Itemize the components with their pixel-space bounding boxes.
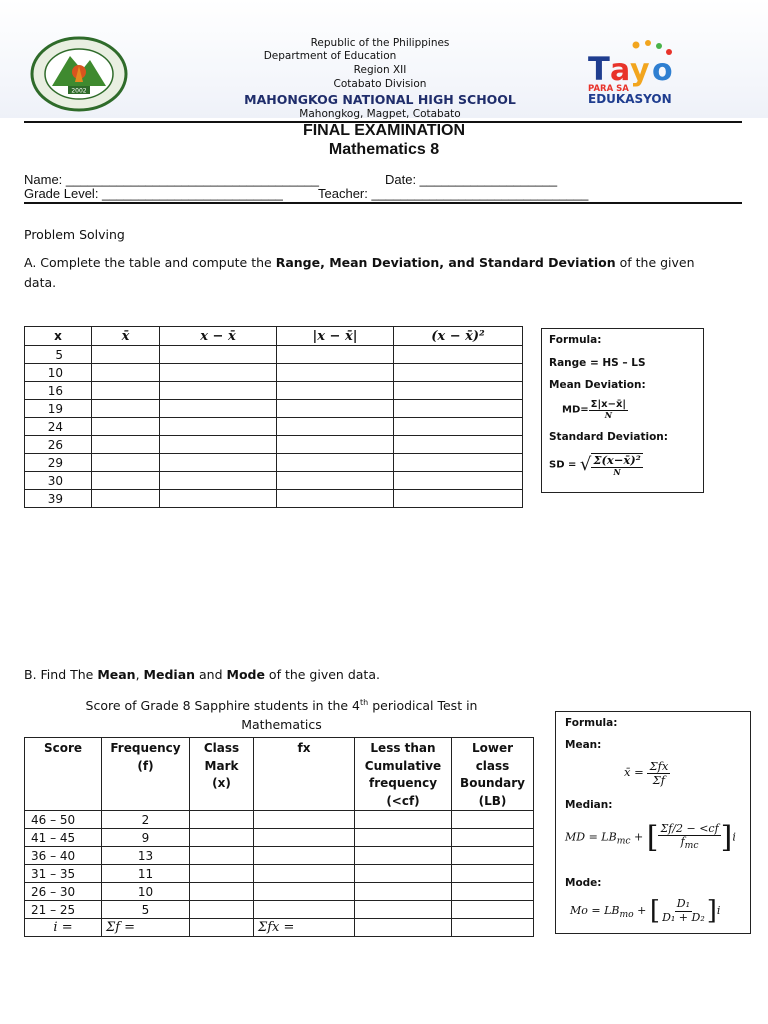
fields-rule: [24, 202, 742, 204]
exam-title: FINAL EXAMINATION: [302, 122, 466, 139]
formula-b-heading: Formula:: [565, 717, 618, 729]
answer-cell[interactable]: [394, 418, 523, 436]
score-cell: 26 – 30: [25, 883, 102, 901]
answer-cell[interactable]: [452, 901, 534, 919]
col-fx: fx: [254, 738, 355, 811]
x-value-cell: 30: [25, 472, 92, 490]
answer-cell[interactable]: [254, 901, 355, 919]
x-value-cell: 26: [25, 436, 92, 454]
answer-cell[interactable]: [355, 847, 452, 865]
answer-cell[interactable]: [160, 364, 277, 382]
department-line: Department of Education: [263, 50, 397, 62]
x-value-cell: 29: [25, 454, 92, 472]
answer-cell[interactable]: [452, 883, 534, 901]
teacher-field[interactable]: Teacher: ______________________________: [318, 186, 589, 201]
answer-cell[interactable]: [160, 472, 277, 490]
col-class-mark: Class Mark (x): [190, 738, 254, 811]
col-less-than-cf: Less than Cumulative frequency (<cf): [355, 738, 452, 811]
answer-cell[interactable]: [277, 472, 394, 490]
table-row: [25, 454, 523, 472]
x-value-cell: 39: [25, 490, 92, 508]
answer-cell[interactable]: [355, 901, 452, 919]
answer-cell[interactable]: [92, 400, 160, 418]
x-value-cell: 16: [25, 382, 92, 400]
formula-box-a: [541, 328, 704, 493]
table-row: [25, 472, 523, 490]
table-row: [25, 901, 534, 919]
x-value-cell: 19: [25, 400, 92, 418]
footer-sum-fx: Σfx =: [254, 919, 355, 937]
answer-cell[interactable]: [92, 364, 160, 382]
answer-cell[interactable]: [190, 883, 254, 901]
answer-cell[interactable]: [394, 364, 523, 382]
answer-cell[interactable]: [254, 883, 355, 901]
answer-cell[interactable]: [160, 454, 277, 472]
score-cell: 36 – 40: [25, 847, 102, 865]
standard-deviation-formula: SD = √ $\frac{\text{Σ(x−x̄)²}}{N}$: [549, 453, 641, 477]
answer-cell[interactable]: [452, 811, 534, 829]
name-field[interactable]: Name: ___________________________________: [24, 172, 319, 187]
svg-text:T: T: [588, 50, 610, 88]
answer-cell[interactable]: [190, 865, 254, 883]
section-title: Problem Solving: [24, 227, 125, 242]
answer-cell[interactable]: [160, 418, 277, 436]
answer-cell[interactable]: [160, 400, 277, 418]
exam-subtitle: Mathematics 8: [328, 141, 440, 158]
tayo-para-sa-edukasyon-logo: [586, 40, 696, 106]
x-value-cell: 5: [25, 346, 92, 364]
score-cell: 31 – 35: [25, 865, 102, 883]
region-line: Region XII: [353, 64, 407, 76]
mean-deviation-label: Mean Deviation:: [549, 379, 646, 391]
part-b-caption: Score of Grade 8 Sapphire students in the 4th periodical Test in Mathematics: [85, 698, 478, 733]
col-frequency: Frequency (f): [102, 738, 190, 811]
col-lower-boundary: Lower class Boundary (LB): [452, 738, 534, 811]
part-b-table: [24, 737, 534, 937]
part-a-instruction: A. Complete the table and compute the Range, Mean Deviation, and Standard Deviation of the given data.: [24, 255, 695, 290]
table-row: [25, 364, 523, 382]
answer-cell[interactable]: [254, 865, 355, 883]
answer-cell[interactable]: [394, 472, 523, 490]
answer-cell[interactable]: [160, 346, 277, 364]
footer-empty-3: [452, 919, 534, 937]
footer-sum-f: Σf =: [102, 919, 190, 937]
answer-cell[interactable]: [92, 418, 160, 436]
answer-cell[interactable]: [277, 400, 394, 418]
mode-label: Mode:: [565, 877, 602, 889]
footer-interval: i =: [25, 919, 102, 937]
svg-text:y: y: [630, 53, 650, 88]
answer-cell[interactable]: [277, 346, 394, 364]
answer-cell[interactable]: [160, 382, 277, 400]
frequency-cell: 2: [102, 811, 190, 829]
table-row: [25, 400, 523, 418]
frequency-cell: 9: [102, 829, 190, 847]
part-a-table: [24, 326, 523, 508]
frequency-cell: 10: [102, 883, 190, 901]
answer-cell[interactable]: [394, 490, 523, 508]
x-value-cell: 24: [25, 418, 92, 436]
answer-cell[interactable]: [277, 364, 394, 382]
x-value-cell: 10: [25, 364, 92, 382]
answer-cell[interactable]: [394, 436, 523, 454]
mean-deviation-formula: MD= $\frac{\Sigma|x-x̄|}{N}$: [562, 399, 627, 420]
answer-cell[interactable]: [394, 400, 523, 418]
answer-cell[interactable]: [190, 847, 254, 865]
answer-cell[interactable]: [254, 829, 355, 847]
date-field[interactable]: Date: ___________________: [385, 172, 558, 187]
answer-cell[interactable]: [254, 847, 355, 865]
svg-text:EDUKASYON: EDUKASYON: [588, 92, 672, 106]
answer-cell[interactable]: [355, 883, 452, 901]
answer-cell[interactable]: [355, 829, 452, 847]
table-row: [25, 883, 534, 901]
footer-empty-1: [190, 919, 254, 937]
school-name: MAHONGKOG NATIONAL HIGH SCHOOL: [244, 92, 516, 107]
table-row: [25, 490, 523, 508]
frequency-cell: 5: [102, 901, 190, 919]
table-row: [25, 847, 534, 865]
part-b-instruction: B. Find The Mean, Median and Mode of the given data.: [24, 667, 380, 682]
mode-formula: $Mo = LB_{mo}$ + [ $\frac{\text{D₁}}{\text{D₁ + D₂}}$ ]i: [570, 896, 721, 926]
svg-text:PARA SA: PARA SA: [588, 84, 629, 94]
formula-a-heading: Formula:: [549, 334, 602, 346]
answer-cell[interactable]: [92, 436, 160, 454]
formula-box-b: [555, 711, 751, 934]
svg-text:a: a: [610, 53, 631, 88]
tayo-logo-icon: [586, 40, 696, 106]
answer-cell[interactable]: [277, 382, 394, 400]
answer-cell[interactable]: [92, 346, 160, 364]
answer-cell[interactable]: [394, 454, 523, 472]
answer-cell[interactable]: [92, 382, 160, 400]
frequency-cell: 13: [102, 847, 190, 865]
col-deviation: x − x̄: [160, 327, 277, 346]
republic-line: Republic of the Philippines: [310, 37, 450, 49]
col-mean: x̄: [92, 327, 160, 346]
answer-cell[interactable]: [190, 811, 254, 829]
svg-text:2002: 2002: [71, 87, 87, 95]
answer-cell[interactable]: [452, 865, 534, 883]
answer-cell[interactable]: [92, 454, 160, 472]
answer-cell[interactable]: [277, 418, 394, 436]
division-line: Cotabato Division: [333, 78, 427, 90]
answer-cell[interactable]: [452, 847, 534, 865]
answer-cell[interactable]: [92, 472, 160, 490]
answer-cell[interactable]: [160, 436, 277, 454]
answer-cell[interactable]: [190, 901, 254, 919]
score-cell: 41 – 45: [25, 829, 102, 847]
answer-cell[interactable]: [254, 811, 355, 829]
mean-formula: x̄ = $\frac{\text{Σfx}}{\Sigma f}$: [624, 759, 669, 787]
median-label: Median:: [565, 799, 613, 811]
table-row: [25, 382, 523, 400]
col-squared-deviation: (x − x̄)²: [394, 327, 523, 346]
median-formula: MD = $LB_{mc}$ + [ $\frac{\Sigma f/2 - <cf}{f_{mc}}$ ]i: [565, 820, 736, 855]
table-row: [25, 829, 534, 847]
part-a-header-row: [25, 327, 523, 346]
answer-cell[interactable]: [160, 490, 277, 508]
mean-label: Mean:: [565, 739, 602, 751]
table-row: [25, 865, 534, 883]
answer-cell[interactable]: [277, 490, 394, 508]
range-formula: Range = HS – LS: [549, 357, 646, 369]
table-row: [25, 811, 534, 829]
footer-empty-2: [355, 919, 452, 937]
school-address: Mahongkog, Magpet, Cotabato: [299, 108, 461, 120]
table-row: [25, 346, 523, 364]
answer-cell[interactable]: [394, 382, 523, 400]
answer-cell[interactable]: [277, 436, 394, 454]
frequency-cell: 11: [102, 865, 190, 883]
col-score: Score: [25, 738, 102, 811]
score-cell: 21 – 25: [25, 901, 102, 919]
answer-cell[interactable]: [355, 865, 452, 883]
table-row: [25, 436, 523, 454]
answer-cell[interactable]: [92, 490, 160, 508]
answer-cell[interactable]: [190, 829, 254, 847]
answer-cell[interactable]: [452, 829, 534, 847]
part-b-footer-row: [25, 919, 534, 937]
answer-cell[interactable]: [394, 346, 523, 364]
col-x: x: [25, 327, 92, 346]
school-seal-icon: [30, 36, 128, 112]
part-b-header-row: [25, 738, 534, 811]
standard-deviation-label: Standard Deviation:: [549, 431, 668, 443]
score-cell: 46 – 50: [25, 811, 102, 829]
answer-cell[interactable]: [277, 454, 394, 472]
school-seal: [30, 36, 128, 112]
table-row: [25, 418, 523, 436]
answer-cell[interactable]: [355, 811, 452, 829]
svg-text:o: o: [652, 53, 673, 88]
col-abs-deviation: |x − x̄|: [277, 327, 394, 346]
grade-level-field[interactable]: Grade Level: _________________________: [24, 186, 283, 201]
